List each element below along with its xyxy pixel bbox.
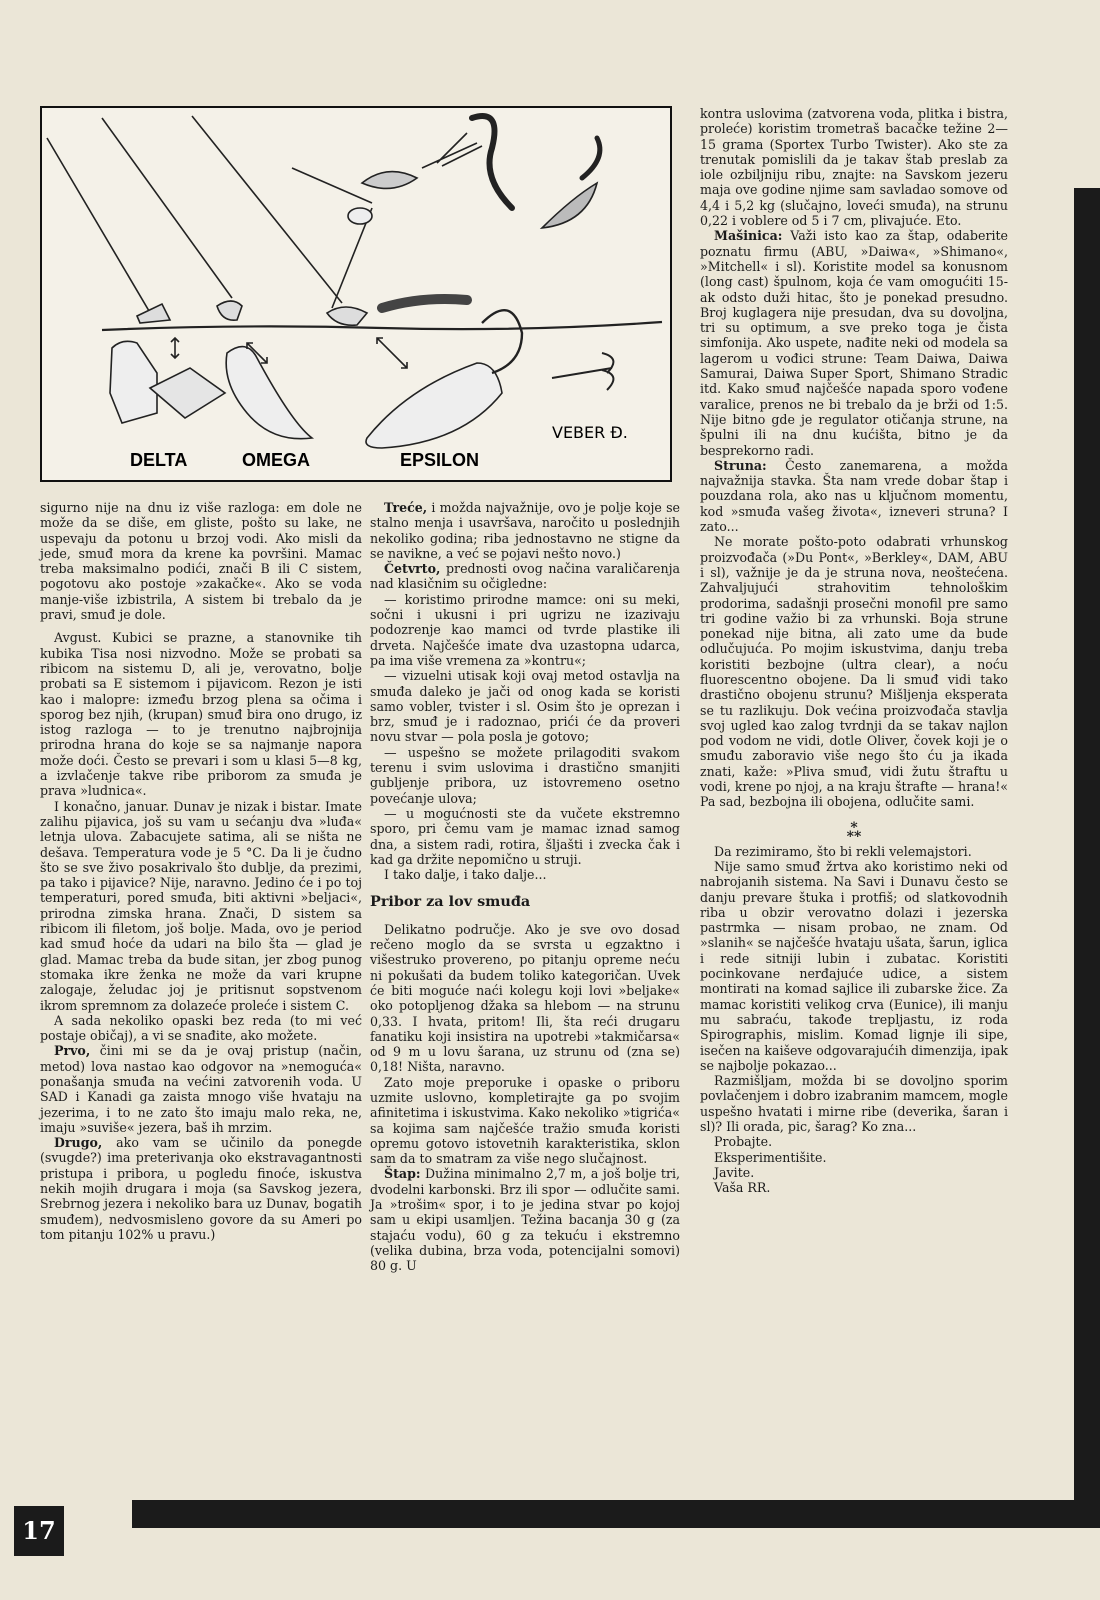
page-number: 17 — [14, 1506, 64, 1556]
list-item: — uspešno se možete prilagoditi svakom terenu i svim uslovima i drastično smanjiti gubljenje pribora, uz istovremeno osetno povećanje ulova; — [370, 744, 680, 806]
worm-bait-2 — [582, 138, 600, 178]
delta-label: DELTA — [130, 450, 188, 470]
paragraph-lead: Štap: — [384, 1166, 421, 1182]
spinner-blade — [348, 208, 372, 224]
paragraph-lead: Treće, — [384, 500, 428, 515]
list-item: — vizuelni utisak koji ovaj metod ostavlja na smuđa daleko je jači od onog kada se koristi samo vobler, tvister i sl. Osim što je oprezan i brz, smuđ je i radoznao, prići će da proveri novu stvar — pola posla je gotovo; — [370, 668, 680, 745]
paragraph: Avgust. Kubici se prazne, a stanovnike tih kubika Tisa nosi nizvodno. Može se probati sa ribicom na sistemu D, ali je, verovatno, bolje probati sa E sistemom i pijavicom. Rezon je isti kao i malopre: između brzog plena sa očima i sporog bez njih, (krupan) smuđ bira ono drugo, iz istog razloga — to je trenutno najbrojnija prirodna hrana do koje se sa najmanje napora može doći. Često se prevari i som u klasi 5—8 kg, a izvlačenje takve ribe priborom za smuđa je prava »ludnica«. — [40, 630, 362, 799]
paragraph: Zato moje preporuke i opaske o priboru uzmite uslovno, kompletirajte ga po svojim afinitetima i iskustvima. Kako nekoliko »tigrića« sa kojima sam najčešće tražio smuđa koristi opremu gotovo istovetnih karakteristika, sklon sam da to smatram za više nego slučajnost. — [370, 1074, 680, 1167]
bottom-frame-bar — [132, 1500, 1100, 1528]
paragraph-lead: Drugo, — [54, 1135, 103, 1151]
line-b — [102, 118, 232, 298]
list-item: — koristimo prirodne mamce: oni su meki, sočni i ukusni i pri ugrizu ne izazivaju podozrenje kao mamci od tvrde plastike ili drveta. Najčešće imate dva uzastopna udarca, pa ima više vremena za »kontru«; — [370, 591, 680, 668]
paragraph-text: čini mi se da je ovaj pristup (način, metod) lova nastao kao odgovor na »nemogućа« ponašanja smuđa na većini zatvorenih voda. U SAD i Kanadi ga zaista mnogo više hvataju na jezerima, i to ne zato što imaju malo reka, ne, imaju »suviše« jezera, baš ih mrzim. — [40, 1043, 362, 1135]
section-heading: Pribor za lov smuđa — [370, 893, 531, 911]
paragraph — [370, 500, 680, 561]
paragraph-lead: Četvrto, — [384, 561, 441, 577]
epsilon-sinker — [366, 363, 502, 448]
paragraph-lead: Mašinica: — [714, 228, 783, 244]
paragraph: I tako dalje, i tako dalje... — [384, 867, 547, 883]
paragraph: Ne morate pošto-poto odabrati vrhunskog proizvođača (»Du Pont«, »Berkley«, DAM, ABU i sl), važnije je da je struna nova, neoštećena. Zahvaljujući strahovitim tehnološkim prodorima, sadašnji prosečni monofil pre samo tri godine važio bi za vrhunski. Boja strune ponekad nije bitna, ali zato ume da bude odlučujuća. Po mojim iskustvima, danju treba koristiti bezbojne (ultra clear), a noću fluorescentno obojene. Da li smuđ vidi tako drastično obojenu strunu? Mišljenja eksperata se tu razlikuju. Dok većina proizvođača stavlja svoj ugled kao zalog tvrdnji da se takav najlon pod vodom ne vidi, dotle Oliver, čovek koji je o smuđu zaboravio više nego što ću ja ikada znati, kaže: »Pliva smuđ, vidi žutu štraftu u vodi, krene po njoj, a na kraju štrafte — hrana!« Pa sad, bezbojna ili obojena, odlučite sami. — [700, 534, 1008, 810]
paragraph: Da rezimiramo, što bi rekli velemajstori. — [714, 843, 972, 859]
right-frame-bar — [1074, 188, 1100, 1528]
paragraph-text: Važi isto kao za štap, odaberite poznatu firmu (ABU, »Daiwa«, »Shimano«, »Mitchell« i sl). Koristite model sa konusnom (long cast) špulnom, koja će vam omogućiti 15-ak odsto duži hitac, što je ponekad presudno. Broj kuglagera nije presudan, dva su dovoljna, tri su optimum, a sve preko toga je čista simfonija. Ako uspete, nađite neki od modela sa lagerom u vođici strune: Team Daiwa, Daiwa Samurai, Daiwa Super Sport, Shimano Stradic itd. Kako smuđ najčešće napada sporo vođene varalice, prenos ne bi trebalo da je brži od 1:5. Nije bitno gde je regulator otičanja strune, na špulni ili na dnu kućišta, bitno je da besprekorno radi. — [700, 228, 1008, 458]
section-separator: * ** — [846, 819, 862, 845]
hook — [482, 310, 522, 373]
signoff-line: Vaša RR. — [714, 1180, 771, 1196]
paragraph-text: prednosti ovog načina varaličarenja nad klasičnim su očigledne: — [370, 561, 680, 592]
paragraph-text: Često zanemarena, a možda najvažnija stavka. Šta nam vrede dobar štap i pouzdana rola, ako nas u ključnom momentu, kod »smuđa vašeg života«, izneveri struna? I zato... — [700, 457, 1008, 535]
paragraph — [700, 228, 1008, 457]
signoff-line: Eksperimentišite. — [714, 1149, 827, 1165]
paragraph — [370, 1166, 680, 1273]
paragraph-lead: Prvo, — [54, 1043, 91, 1059]
artist-signature: VEBER Đ. — [552, 423, 628, 442]
omega-label: OMEGA — [242, 450, 311, 470]
delta-sinker — [110, 341, 157, 423]
list-item: — u mogućnosti ste da vučete ekstremno sporo, pri čemu vam je mamac iznad samog dna, a sistem radi, rotira, šljašti i zvecka čak i kad ga držite nepomično u struji. — [370, 805, 680, 867]
spoon-lure — [542, 183, 597, 228]
paragraph — [40, 1135, 362, 1242]
delta-block — [150, 368, 225, 418]
worm-bait — [472, 116, 512, 208]
paragraph-lead: Struna: — [714, 457, 767, 473]
line-d — [292, 168, 372, 203]
paragraph-text: Dužina minimalno 2,7 m, a još bolje tri, dvodelni karbonski. Brz ili spor — odlučite sami. Ja »trošim« spor, i to je jedina stvar po kojoj sam u ekipi usamljen. Težina bacanja 30 g (za stajaću vodu), 60 g za tekuću i ekstremno (velika dubina, brza voda, potencijalni somovi) 80 g. U — [370, 1166, 680, 1274]
epsilon-sinker-small — [327, 307, 367, 325]
bottom-line — [102, 322, 662, 330]
arrow-delta — [171, 338, 179, 358]
paragraph — [40, 1043, 362, 1135]
epsilon-label: EPSILON — [400, 450, 480, 470]
column-1 — [40, 500, 362, 1242]
omega-sinker-small — [217, 301, 242, 320]
paragraph — [700, 458, 1008, 534]
paragraph-text: ako vam se učinilo da ponegde (svugde?) ima preterivanja oko ekstravagantnosti pristupa i pribora, u pogledu finoće, iskustva nekih mojih drugara i moja (sa Savskog jezera, Srebrnog jezera i nekoliko bara uz Dunav, bogatih smuđem), nedvosmisleno govore da su Ameri po tom pitanju 102% u pravu.) — [40, 1135, 362, 1242]
paragraph-text: i možda najvažnije, ovo je polje koje se stalno menja i usavršava, naročito u poslednjih nekoliko godina; riba jednostavno ne stigne da se navikne, a već se pojavi nešto novo.) — [370, 500, 680, 561]
paragraph: Razmišljam, možda bi se dovoljno sporim povlačenjem i dobro izabranim mamcem, mogle uspešno hvatati i mirne ribe (deverika, šaran i sl)? Ili orada, pic, šarag? Ko zna... — [700, 1073, 1008, 1134]
paragraph: kontra uslovima (zatvorena voda, plitka i bistra, proleće) koristim trometraš bacačke težine 2—15 grama (Sportex Turbo Twister). Ako ste za trenutak pomislili da je takav štab preslab za iole ozbiljniju ribu, znajte: na Savskom jezeru maja ove godine njime sam savladao somove od 4,4 i 5,2 kg (slučajno, loveći smuđa), na strunu 0,22 i voblere od 5 i 7 cm, plivajuće. Eto. — [700, 106, 1008, 229]
treble-hook — [552, 353, 613, 390]
column-2 — [370, 500, 680, 1274]
paragraph: I konačno, januar. Dunav je nizak i bistar. Imate zalihu pijavica, još su vam u sećanju dva »luđa« letnja ulova. Zabacujete satima, ali se ništa ne dešava. Temperatura vode je 5 °C. Da li je čudno što se sve živo posakrivalo što dublje, da prezimi, pa tako i pijavice? Nije, naravno. Jedino će i po toj temperaturi, pored smuđa, biti aktivni »beljaci«, prirodna zimska hrana. Znači, D sistem sa ribicom ili filetom, još bolje. Mada, ovo je period kad smuđ hoće da udari na bilo šta — glad je glad. Mamac treba da bude sitan, jer zbog punog stomaka ikre ženka ne može da vari krupne zalogaje, želudac joj je pritisnut sopstvenom ikrom spremnom za dolazeće proleće i sistem C. — [40, 798, 362, 1013]
omega-sinker — [226, 347, 312, 439]
paragraph: Nije samo smuđ žrtva ako koristimo neki od nabrojanih sistema. Na Savi i Dunavu često se danju prevare štuka i protfiš; od slatkovodnih riba u obzir verovatno dolazi i jezerska pastrmka — nisam probao, ne znam. Od »slanih« se najčešće hvataju ušata, šarun, iglica i rede sitniji lubin i zubatac. Koristiti pocinkovane nerđajuće udice, a sistem montirati na komad sajlice ili zubarske žice. Za mamac koristiti velikog crva (Eunice), ili manju mu sabraću, takođe trepljastu, iz roda Spirographis, mislim. Komad lignje ili sipe, isečen na kaiševe odgovarajućih dimenzija, ipak se najbolje pokazao... — [700, 858, 1008, 1073]
signoff-line: Javite. — [714, 1164, 755, 1180]
paragraph: Delikatno područje. Ako je sve ovo dosad rečeno moglo da se svrsta u egzaktno i višestruko provereno, po pitanju opreme neću ni pokušati da budem toliko kategoričan. Uvek će biti moguće naći kolegu koji lovi »beljake« oko potopljenog džaka sa hlebom — na strunu 0,33. I hvata, pritom! Ili, šta reći drugaru fanatiku koji insistira na upotrebi »takmičarsa« od 9 m u lovu šarana, uz strunu od (zna se) 0,18! Ništa, naravno. — [370, 921, 680, 1075]
tassel-lure — [422, 133, 482, 168]
paragraph: A sada nekoliko opaski bez reda (to mi već postaje običaj), a vi se snađite, ako možete. — [40, 1012, 362, 1044]
lure-systems-illustration — [40, 106, 672, 482]
signoff-line: Probajte. — [714, 1134, 773, 1150]
segmented-worm — [382, 299, 467, 308]
illustration-drawing — [42, 108, 670, 480]
column-3 — [700, 106, 1008, 1195]
paragraph: sigurno nije na dnu iz više razloga: em dole ne može da se diše, em gliste, pošto su lake, ne uspevaju da potonu u brzoj vodi. Ako misli da jede, smuđ mora da krene ka površini. Mamac treba maksimalno podići, znači B ili C sistem, pogotovu ako postoje »zakačke«. Ako se voda manje-više izbistrila, A sistem bi trebalo da je pravi, smuđ je dole. — [40, 500, 362, 623]
delta-sinker-small — [137, 304, 170, 323]
spinner-fish — [362, 172, 417, 189]
arrow-epsilon — [377, 338, 407, 368]
paragraph — [370, 561, 680, 592]
